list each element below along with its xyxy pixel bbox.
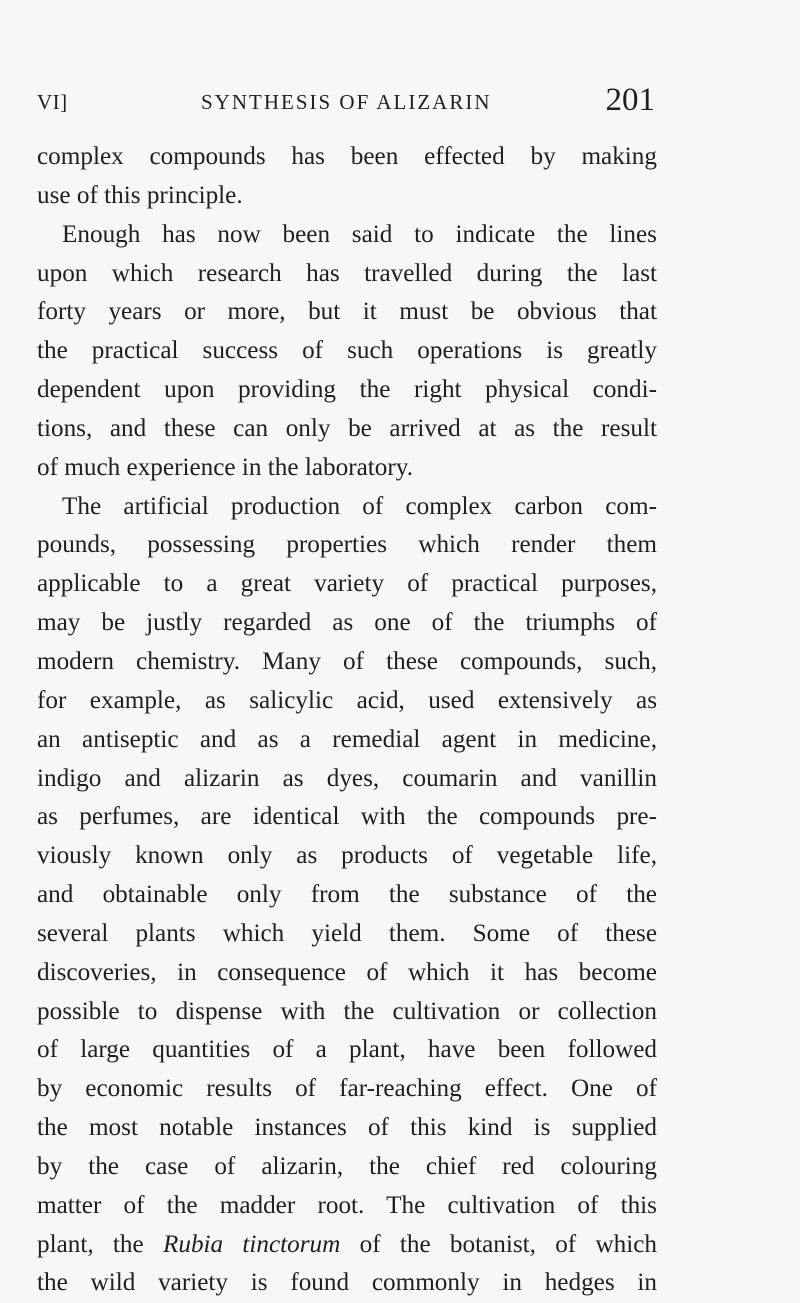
text-line: complex compounds has been effected by making <box>37 143 657 170</box>
text-line: dependent upon providing the right physical condi- <box>37 376 657 404</box>
text-line: the wild variety is found commonly in hedges in <box>37 1269 657 1297</box>
text-line: of large quantities of a plant, have been followed <box>37 1036 657 1064</box>
body-text <box>37 138 657 1303</box>
text-line: viously known only as products of vegetable life, <box>37 842 657 870</box>
text-line: The artificial production of complex carbon com- <box>62 492 657 520</box>
text-line: applicable to a great variety of practical purposes, <box>37 570 657 598</box>
text-line: as perfumes, are identical with the compounds pre- <box>37 803 657 831</box>
text-line: matter of the madder root. The cultivation of this <box>37 1191 657 1219</box>
text-line: may be justly regarded as one of the triumphs of <box>37 609 657 637</box>
text-line: by the case of alizarin, the chief red colouring <box>37 1152 657 1180</box>
text-line: tions, and these can only be arrived at as the result <box>37 414 657 442</box>
text-line: possible to dispense with the cultivation or collection <box>37 997 657 1025</box>
text-line: for example, as salicylic acid, used extensively as <box>37 686 657 714</box>
text-line: Enough has now been said to indicate the lines <box>62 220 657 248</box>
text-line: indigo and alizarin as dyes, coumarin and vanillin <box>37 764 657 792</box>
text-line: several plants which yield them. Some of these <box>37 919 657 947</box>
text-line: and obtainable only from the substance of the <box>37 881 657 909</box>
species-name: Rubia tinctorum <box>162 1230 341 1258</box>
text-fragment: of the botanist, of which <box>359 1230 657 1258</box>
running-head <box>37 82 655 126</box>
text-line: an antiseptic and as a remedial agent in medicine, <box>37 725 657 753</box>
chapter-number: VI] <box>37 90 68 114</box>
text-line: the practical success of such operations is greatly <box>37 337 657 365</box>
text-line: upon which research has travelled during the last <box>37 259 657 287</box>
text-line: use of this principle. <box>37 181 243 209</box>
text-line: modern chemistry. Many of these compounds, such, <box>37 647 657 675</box>
text-line: forty years or more, but it must be obvious that <box>37 298 657 326</box>
running-title: SYNTHESIS OF ALIZARIN <box>201 90 492 114</box>
text-line: pounds, possessing properties which render them <box>37 531 657 559</box>
text-line: by economic results of far-reaching effect. One of <box>37 1075 657 1103</box>
text-line: the most notable instances of this kind is supplied <box>37 1114 657 1142</box>
text-fragment: plant, the <box>37 1230 144 1258</box>
text-line: of much experience in the laboratory. <box>37 453 414 481</box>
page-number: 201 <box>605 82 655 118</box>
text-line: discoveries, in consequence of which it has become <box>37 958 657 986</box>
text-line-with-italic <box>37 1226 657 1265</box>
